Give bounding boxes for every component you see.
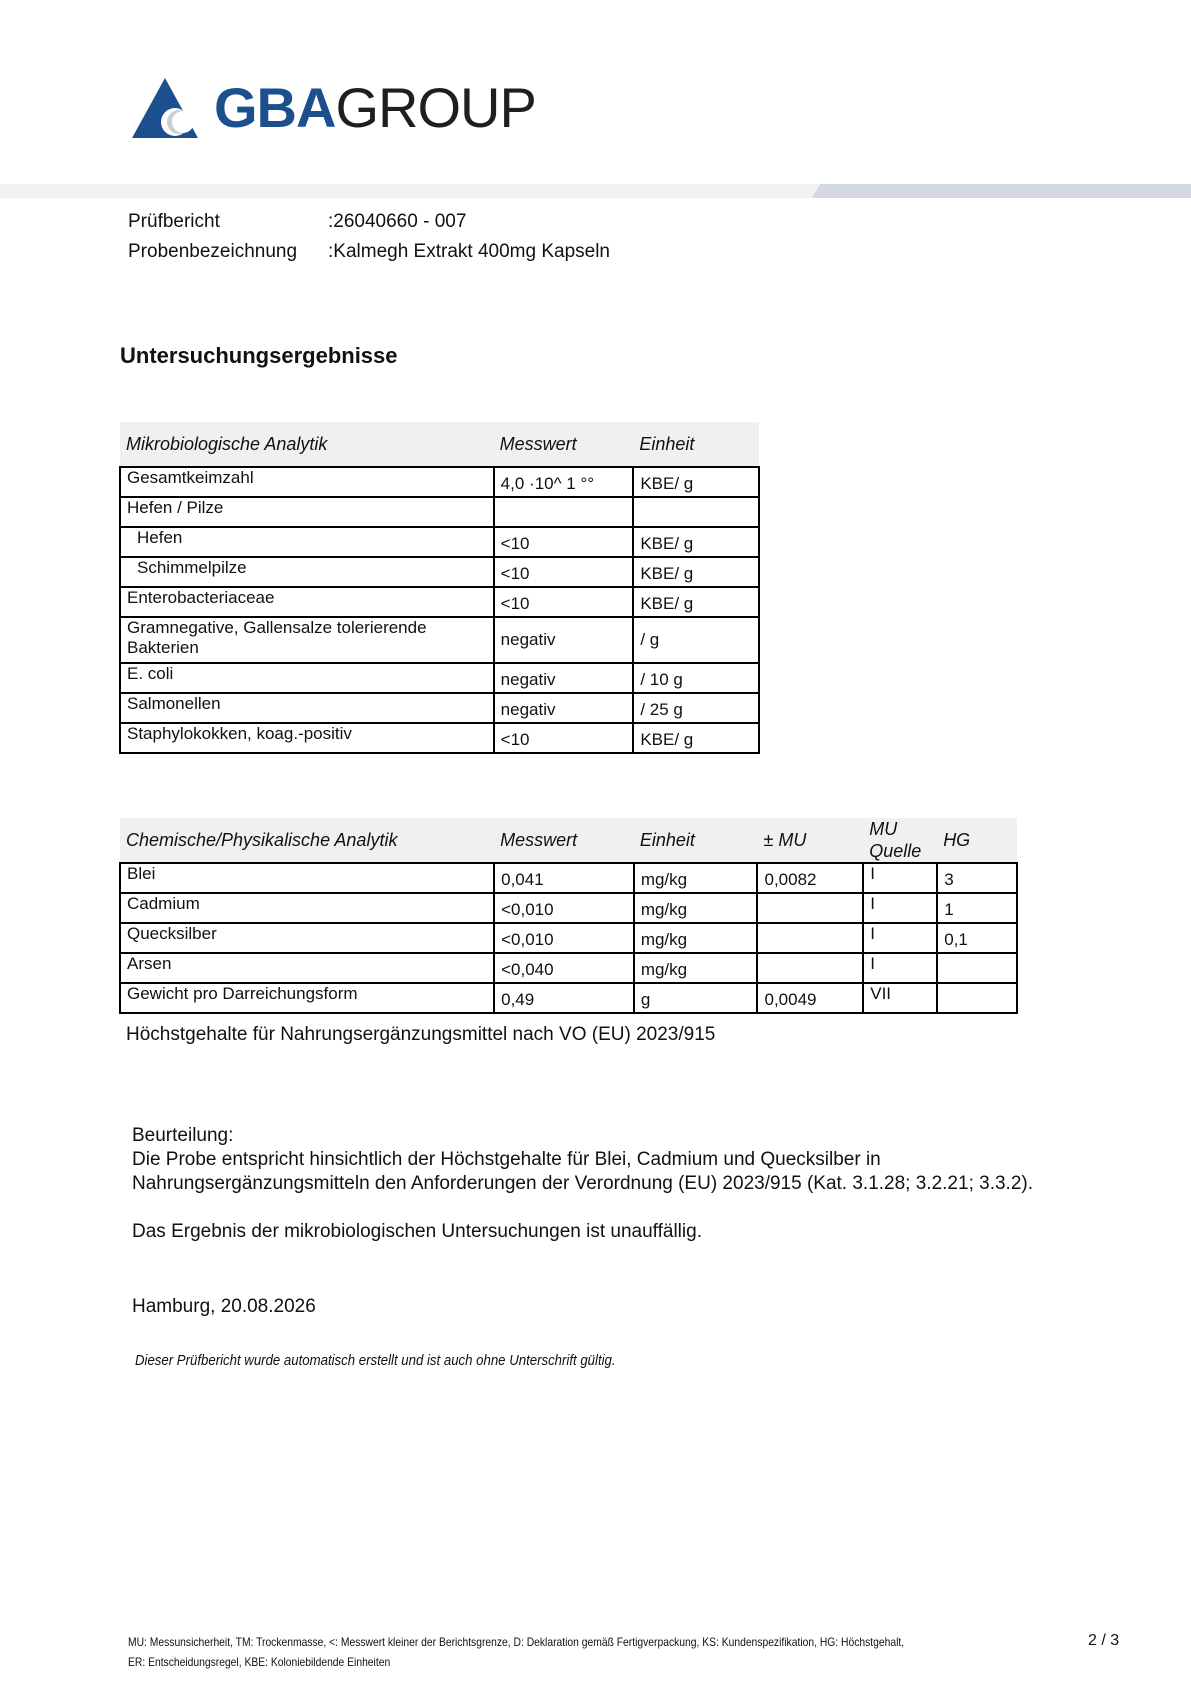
hg-cell: 0,1 — [937, 923, 1017, 953]
mu-source-cell: VII — [863, 983, 937, 1013]
unit-cell: KBE/ g — [633, 467, 759, 497]
place-date: Hamburg, 20.08.2026 — [132, 1296, 316, 1317]
microbiology-table — [119, 422, 760, 754]
parameter-cell: Enterobacteriaceae — [120, 587, 494, 617]
mu-cell: 0,0049 — [757, 983, 863, 1013]
unit-cell: mg/kg — [634, 863, 758, 893]
column-header: Messwert — [494, 422, 634, 467]
gba-group-logo — [130, 76, 536, 140]
mu-source-cell: I — [863, 863, 937, 893]
table-row — [120, 893, 1017, 923]
legend-line: MU: Messunsicherheit, TM: Trockenmasse, <: Messwert kleiner der Berichtsgrenze, D: Deklaration gemäß Fertigverpackung, KS: Kundenspezifikation, HG: Höchstgehalt, — [128, 1635, 905, 1649]
header-band — [0, 184, 1191, 198]
mu-cell — [757, 893, 863, 923]
parameter-cell: Gramnegative, Gallensalze tolerierende Bakterien — [120, 617, 494, 663]
parameter-cell: Gewicht pro Darreichungsform — [120, 983, 494, 1013]
unit-cell: mg/kg — [634, 953, 758, 983]
unit-cell: g — [634, 983, 758, 1013]
mu-source-cell: I — [863, 923, 937, 953]
table-header-row — [120, 818, 1017, 863]
logo-gba-text: GBA — [214, 76, 336, 139]
mu-cell — [757, 923, 863, 953]
unit-cell: KBE/ g — [633, 587, 759, 617]
table-row — [120, 587, 759, 617]
table-row — [120, 663, 759, 693]
value-cell: <0,010 — [494, 923, 634, 953]
table-row — [120, 527, 759, 557]
table-row — [120, 693, 759, 723]
column-header: ± MU — [757, 818, 863, 863]
value-cell: negativ — [494, 663, 634, 693]
hg-cell — [937, 983, 1017, 1013]
parameter-cell: Gesamtkeimzahl — [120, 467, 494, 497]
footer-legend — [128, 1632, 1022, 1672]
parameter-cell: Blei — [120, 863, 494, 893]
unit-cell: KBE/ g — [633, 723, 759, 753]
unit-cell: / 10 g — [633, 663, 759, 693]
report-label: Prüfbericht — [128, 211, 220, 232]
value-cell: <10 — [494, 557, 634, 587]
column-header: Einheit — [633, 422, 759, 467]
legend-line: ER: Entscheidungsregel, KBE: Koloniebildende Einheiten — [128, 1655, 391, 1669]
gba-logo-mark-icon — [130, 76, 200, 140]
mu-source-cell: I — [863, 953, 937, 983]
report-value: :26040660 - 007 — [328, 211, 467, 232]
value-cell — [494, 497, 634, 527]
table-header-row — [120, 422, 759, 467]
table-row — [120, 923, 1017, 953]
sample-label: Probenbezeichnung — [128, 241, 298, 262]
parameter-cell: Schimmelpilze — [120, 557, 494, 587]
unit-cell: mg/kg — [634, 923, 758, 953]
page-number: 2 / 3 — [1088, 1632, 1120, 1649]
column-header: Chemische/Physikalische Analytik — [120, 818, 494, 863]
value-cell: 0,041 — [494, 863, 634, 893]
parameter-cell: Arsen — [120, 953, 494, 983]
column-header: Messwert — [494, 818, 634, 863]
mu-source-cell: I — [863, 893, 937, 923]
report-number-row — [128, 207, 610, 237]
parameter-cell: Staphylokokken, koag.-positiv — [120, 723, 494, 753]
value-cell: <10 — [494, 723, 634, 753]
value-cell: <0,040 — [494, 953, 634, 983]
assessment-heading: Beurteilung: — [132, 1125, 234, 1146]
value-cell: 0,49 — [494, 983, 634, 1013]
mu-cell — [757, 953, 863, 983]
table-row — [120, 467, 759, 497]
table-row — [120, 953, 1017, 983]
value-cell: 4,0 ·10^ 1 °° — [494, 467, 634, 497]
column-header: HG — [937, 818, 1017, 863]
section-title: Untersuchungsergebnisse — [120, 343, 398, 368]
eu-maximum-levels-note: Höchstgehalte für Nahrungsergänzungsmittel nach VO (EU) 2023/915 — [126, 1024, 716, 1045]
unit-cell — [633, 497, 759, 527]
value-cell: negativ — [494, 693, 634, 723]
chemistry-table — [119, 818, 1018, 1014]
unit-cell: KBE/ g — [633, 557, 759, 587]
unit-cell: / 25 g — [633, 693, 759, 723]
assessment-text: Das Ergebnis der mikrobiologischen Untersuchungen ist unauffällig. — [132, 1221, 702, 1242]
sample-row — [128, 237, 610, 267]
hg-cell: 3 — [937, 863, 1017, 893]
table-row — [120, 557, 759, 587]
unit-cell: / g — [633, 617, 759, 663]
parameter-cell: Cadmium — [120, 893, 494, 923]
automatic-report-note: Dieser Prüfbericht wurde automatisch erstellt und ist auch ohne Unterschrift gültig. — [135, 1352, 616, 1369]
value-cell: <10 — [494, 587, 634, 617]
table-row — [120, 617, 759, 663]
value-cell: <0,010 — [494, 893, 634, 923]
column-header: Einheit — [634, 818, 758, 863]
unit-cell: KBE/ g — [633, 527, 759, 557]
report-meta — [128, 207, 610, 267]
assessment-block — [132, 1124, 1132, 1244]
table-row — [120, 497, 759, 527]
parameter-cell: Hefen — [120, 527, 494, 557]
hg-cell: 1 — [937, 893, 1017, 923]
unit-cell: mg/kg — [634, 893, 758, 923]
logo-group-text: GROUP — [335, 76, 536, 139]
parameter-cell: E. coli — [120, 663, 494, 693]
parameter-cell: Salmonellen — [120, 693, 494, 723]
table-row — [120, 723, 759, 753]
parameter-cell: Hefen / Pilze — [120, 497, 494, 527]
table-row — [120, 983, 1017, 1013]
column-header: Mikrobiologische Analytik — [120, 422, 494, 467]
column-header: MU Quelle — [863, 818, 937, 863]
assessment-text: Nahrungsergänzungsmitteln den Anforderungen der Verordnung (EU) 2023/915 (Kat. 3.1.28; 3.2.21; 3.3.2). — [132, 1173, 1033, 1194]
assessment-text: Die Probe entspricht hinsichtlich der Höchstgehalte für Blei, Cadmium und Quecksilber in — [132, 1149, 881, 1170]
value-cell: negativ — [494, 617, 634, 663]
sample-value: :Kalmegh Extrakt 400mg Kapseln — [328, 241, 610, 262]
table-row — [120, 863, 1017, 893]
mu-cell: 0,0082 — [757, 863, 863, 893]
hg-cell — [937, 953, 1017, 983]
value-cell: <10 — [494, 527, 634, 557]
logo-wordmark — [214, 76, 536, 139]
parameter-cell: Quecksilber — [120, 923, 494, 953]
